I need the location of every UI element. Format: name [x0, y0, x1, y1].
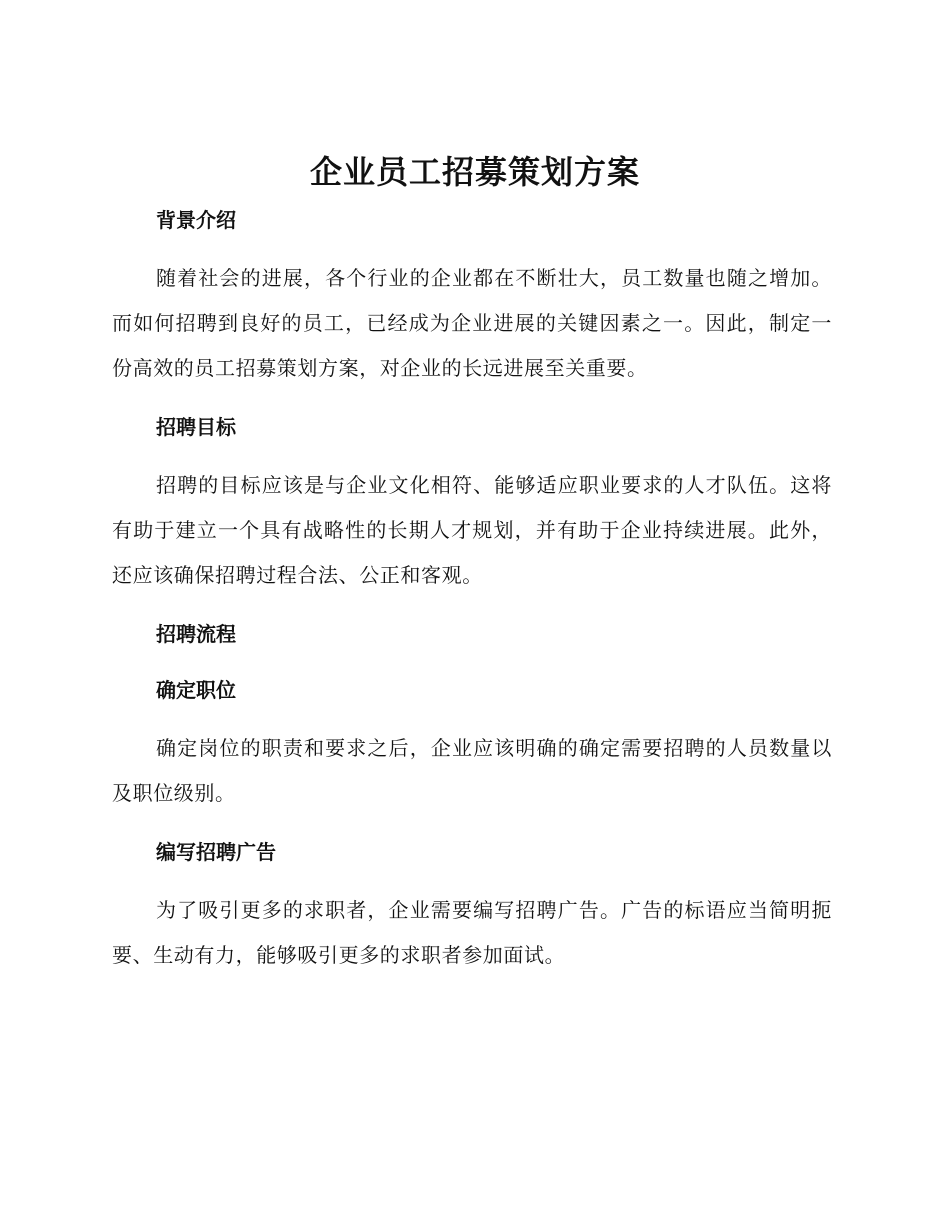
section-recruitment-process — [112, 614, 832, 654]
section-recruitment-goal — [112, 407, 832, 598]
section-define-position — [112, 670, 832, 816]
section-background — [112, 200, 832, 391]
document-body — [112, 200, 832, 994]
section-heading: 背景介绍 — [156, 208, 236, 232]
section-heading: 确定职位 — [156, 678, 236, 702]
section-write-ad — [112, 832, 832, 978]
section-heading: 编写招聘广告 — [156, 840, 276, 864]
section-paragraph: 为了吸引更多的求职者，企业需要编写招聘广告。广告的标语应当简明扼要、生动有力，能够吸引更多的求职者参加面试。 — [112, 898, 832, 967]
section-heading: 招聘流程 — [156, 622, 236, 646]
section-heading: 招聘目标 — [156, 415, 236, 439]
section-paragraph: 招聘的目标应该是与企业文化相符、能够适应职业要求的人才队伍。这将有助于建立一个具有战略性的长期人才规划，并有助于企业持续进展。此外，还应该确保招聘过程合法、公正和客观。 — [112, 473, 832, 587]
section-paragraph: 确定岗位的职责和要求之后，企业应该明确的确定需要招聘的人员数量以及职位级别。 — [112, 736, 832, 805]
document-title: 企业员工招募策划方案 — [309, 153, 640, 191]
section-paragraph: 随着社会的进展，各个行业的企业都在不断壮大，员工数量也随之增加。而如何招聘到良好的员工，已经成为企业进展的关键因素之一。因此，制定一份高效的员工招募策划方案，对企业的长远进展至关重要。 — [112, 266, 832, 380]
